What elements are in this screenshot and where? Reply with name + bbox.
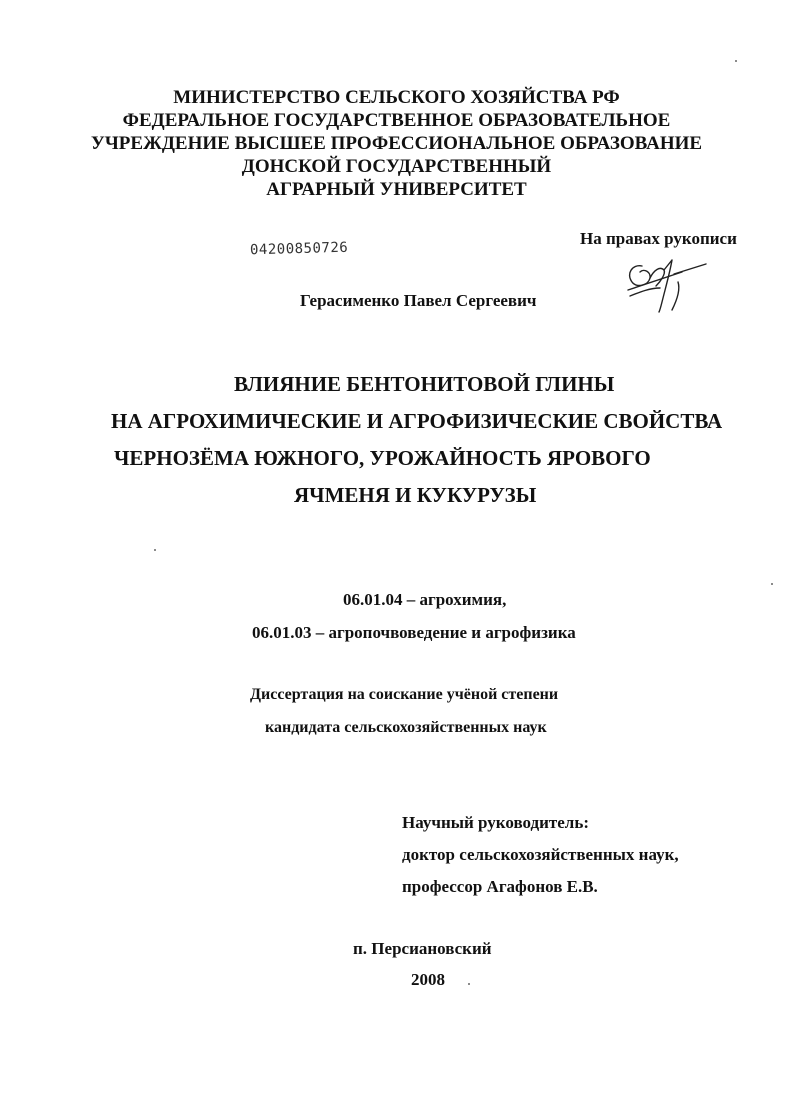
title-line: ЧЕРНОЗЁМА ЮЖНОГО, УРОЖАЙНОСТЬ ЯРОВОГО: [114, 446, 651, 470]
signature-image: [620, 252, 715, 317]
scan-speck: [154, 549, 156, 551]
organization-header: [0, 86, 793, 201]
specialty-code: 06.01.04 – агрохимия,: [343, 590, 507, 609]
catalog-number: 04200850726: [249, 239, 349, 259]
scan-speck: [468, 983, 470, 985]
organization-line: УЧРЕЖДЕНИЕ ВЫСШЕЕ ПРОФЕССИОНАЛЬНОЕ ОБРАЗОВАНИЕ: [90, 133, 703, 154]
place: п. Персиановский: [353, 939, 492, 958]
organization-line: МИНИСТЕРСТВО СЕЛЬСКОГО ХОЗЯЙСТВА РФ: [173, 87, 620, 108]
title-line: ЯЧМЕНЯ И КУКУРУЗЫ: [294, 483, 537, 507]
degree-statement: кандидата сельскохозяйственных наук: [265, 719, 547, 736]
scan-speck: [735, 60, 737, 62]
organization-line: АГРАРНЫЙ УНИВЕРСИТЕТ: [266, 179, 527, 200]
title-line: НА АГРОХИМИЧЕСКИЕ И АГРОФИЗИЧЕСКИЕ СВОЙСТВА: [111, 409, 723, 433]
supervisor-name: профессор Агафонов Е.В.: [402, 877, 598, 896]
title-line: ВЛИЯНИЕ БЕНТОНИТОВОЙ ГЛИНЫ: [234, 372, 615, 396]
author-name: Герасименко Павел Сергеевич: [300, 291, 537, 310]
scan-speck: [771, 583, 773, 585]
supervisor-degree: доктор сельскохозяйственных наук,: [402, 845, 679, 864]
specialty-code: 06.01.03 – агропочвоведение и агрофизика: [252, 623, 576, 642]
organization-line: ДОНСКОЙ ГОСУДАРСТВЕННЫЙ: [241, 156, 552, 177]
manuscript-rights: На правах рукописи: [580, 229, 737, 248]
year: 2008: [411, 970, 445, 989]
organization-line: ФЕДЕРАЛЬНОЕ ГОСУДАРСТВЕННОЕ ОБРАЗОВАТЕЛЬНОЕ: [122, 110, 671, 131]
supervisor-label: Научный руководитель:: [402, 813, 589, 832]
dissertation-statement: Диссертация на соискание учёной степени: [250, 686, 559, 703]
